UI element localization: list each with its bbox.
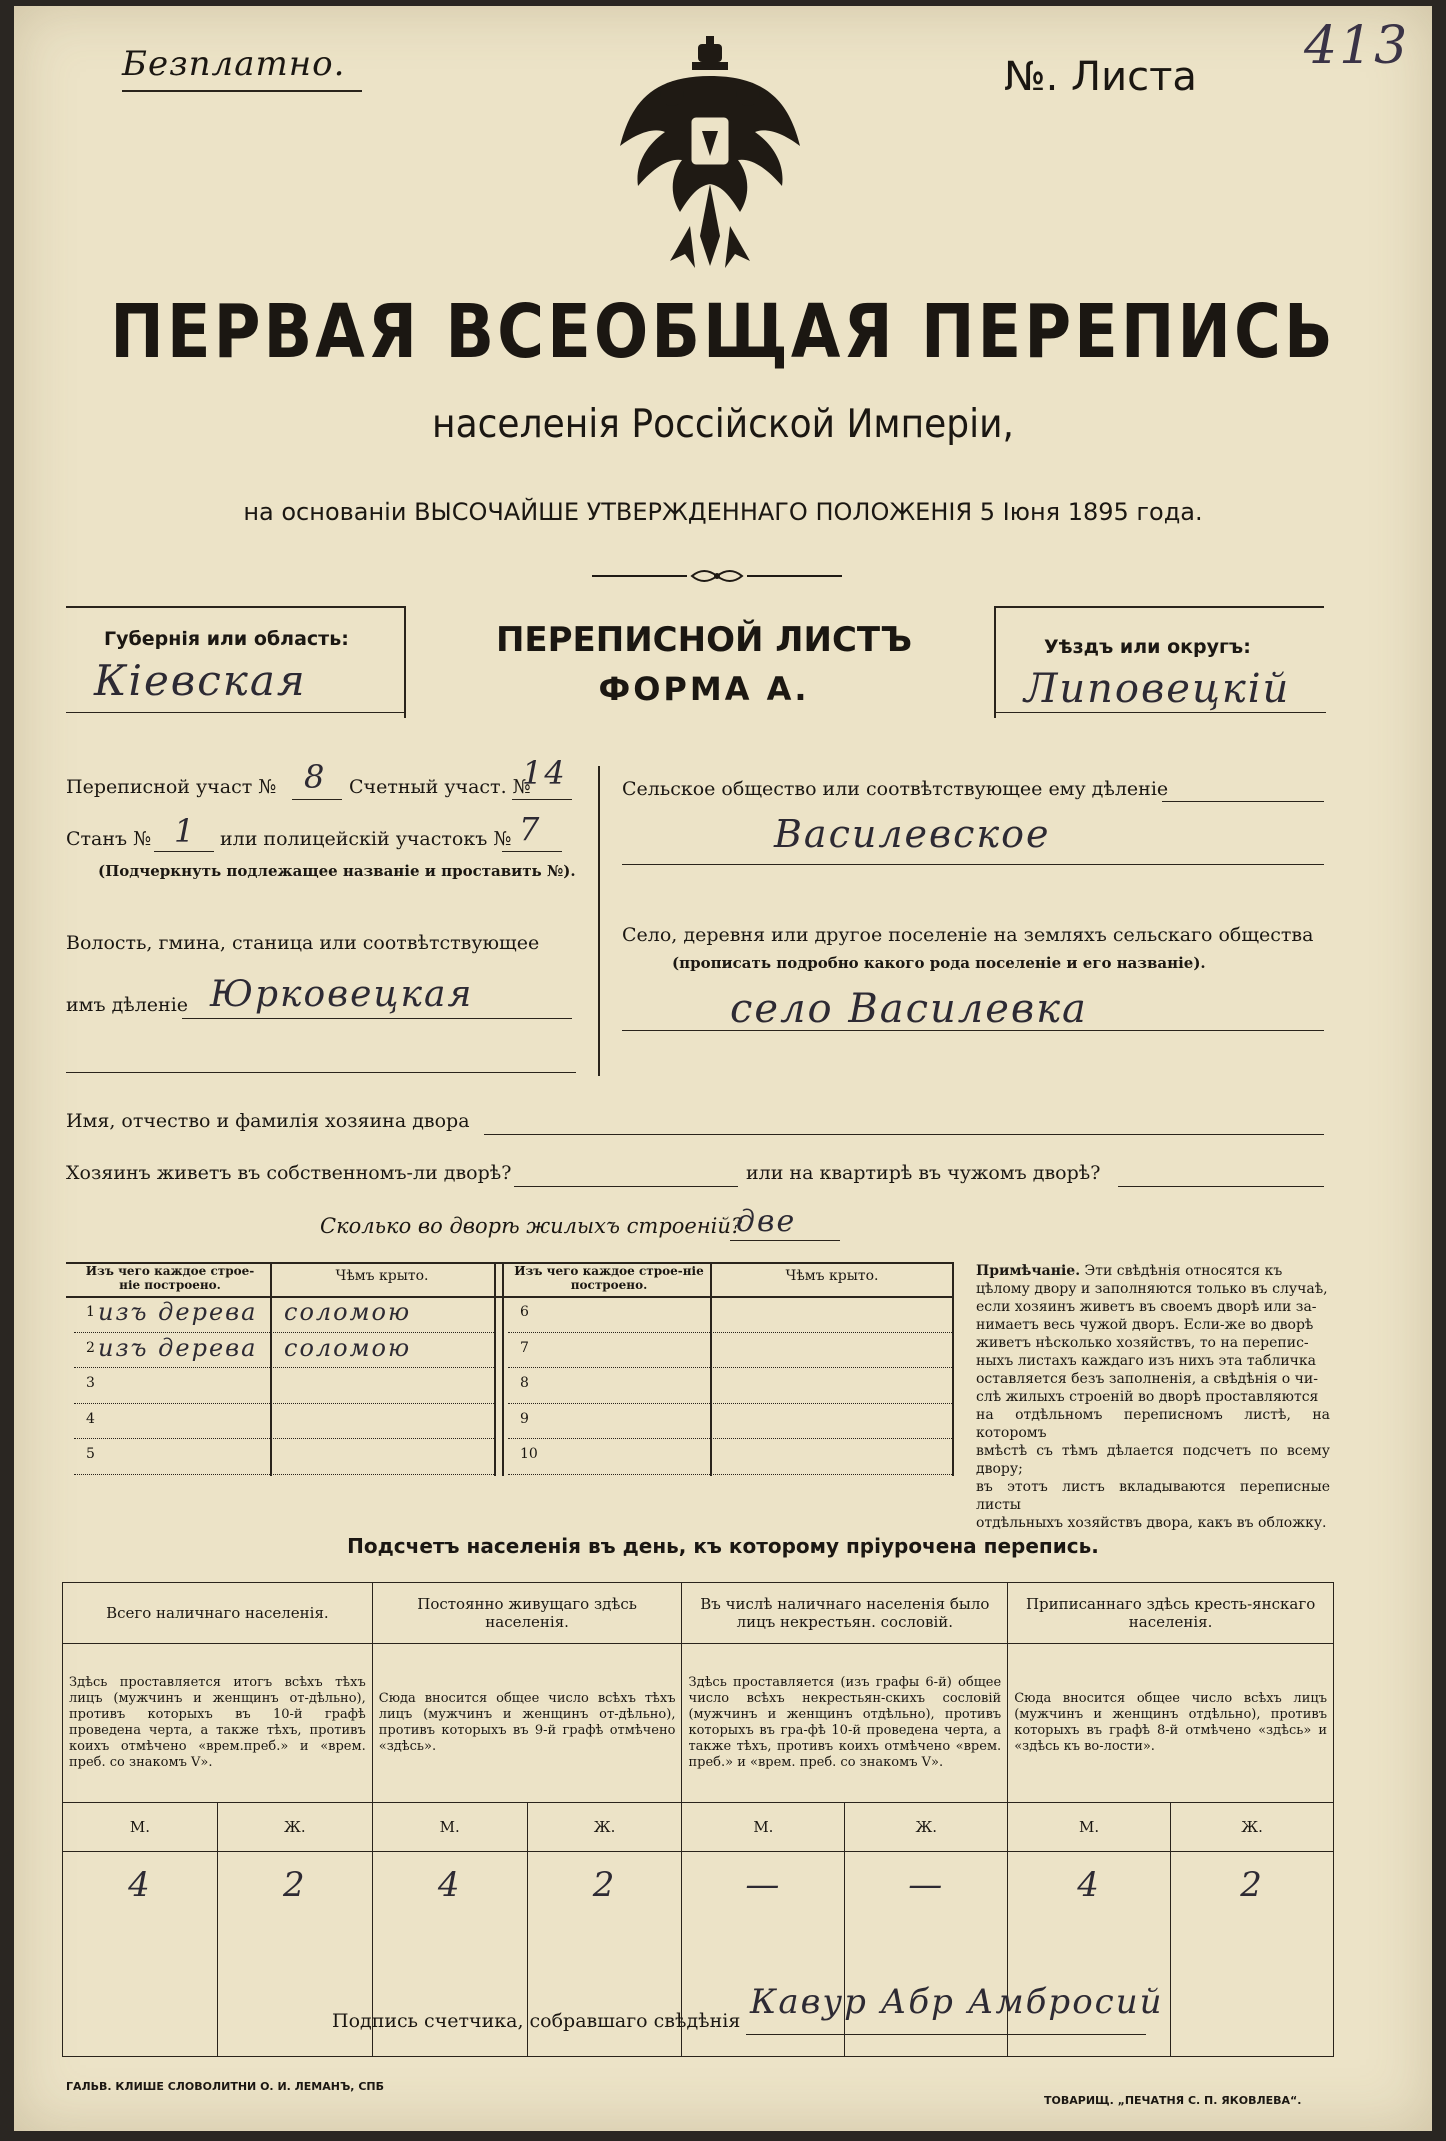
building-row-line (508, 1367, 952, 1368)
own-yard-label: Хозяинъ живетъ въ собственномъ-ли дворѣ? (66, 1162, 512, 1184)
building-row-number: 2 (86, 1339, 95, 1356)
count-value-zh-1: 2 (527, 1852, 682, 2057)
signature-value: Кавур Абр Амбросий (750, 1982, 1164, 2022)
note-text (976, 1262, 1330, 1532)
building-row-number: 3 (86, 1375, 95, 1391)
count-value-m-3: 4 (1008, 1852, 1171, 2057)
left-box-top (66, 606, 406, 608)
building-roof: соломою (284, 1298, 412, 1326)
bt-col1-left: Изъ чего каждое строе-ніе построено. (85, 1264, 255, 1292)
sheet-label: №. Листа (1004, 54, 1197, 100)
society-value: Василевское (774, 812, 1051, 856)
rent-label: или на квартирѣ въ чужомъ дворѣ? (746, 1162, 1101, 1184)
volost-label-2: имъ дѣленіе (66, 994, 189, 1016)
count-desc-3: Сюда вносится общее число всѣхъ лицъ (мужчинъ и женщинъ отдѣльно), противъ которыхъ въ графѣ 8-й отмѣчено «здѣсь» и «здѣсь къ во-лости». (1008, 1644, 1334, 1803)
count-value-m-1: 4 (372, 1852, 527, 2057)
stan-value: 1 (174, 812, 197, 850)
volost-label-1: Волость, гмина, станица или соотвѣтствующее (66, 932, 540, 954)
village-label: Село, деревня или другое поселеніе на земляхъ сельскаго общества (622, 924, 1314, 946)
free-underline (122, 90, 362, 92)
census-form-page (14, 6, 1432, 2131)
census-district-value: 8 (304, 758, 327, 796)
gubernia-value: Кіевская (94, 656, 307, 705)
right-box-side (994, 606, 996, 718)
building-material: изъ дерева (98, 1298, 258, 1326)
count-zh-2: Ж. (845, 1803, 1008, 1852)
counting-district-label: Счетный участ. № (349, 776, 531, 798)
society-line-2 (622, 864, 1324, 865)
building-row-number: 9 (520, 1410, 529, 1427)
footer-left: ГАЛЬВ. КЛИШЕ СЛОВОЛИТНИ О. И. ЛЕМАНЪ, СПБ (66, 2080, 384, 2093)
bt-v2b (502, 1262, 504, 1476)
owner-label: Имя, отчество и фамилія хозяина двора (66, 1110, 470, 1132)
building-row-line (508, 1438, 952, 1439)
count-zh-3: Ж. (1171, 1803, 1334, 1852)
list-title: ПЕРЕПИСНОЙ ЛИСТЪ (495, 620, 913, 660)
count-value-m-2: — (682, 1852, 845, 2057)
building-row-number: 8 (520, 1375, 529, 1391)
count-head-row (63, 1583, 1334, 1644)
building-row-line (74, 1438, 494, 1439)
building-row-line (74, 1367, 494, 1368)
ornament-divider-icon (592, 566, 842, 586)
note-line: нимаетъ весь чужой дворъ. Если-же во дворѣ (976, 1317, 1314, 1333)
count-m-3: М. (1008, 1803, 1171, 1852)
bt-col2-right: Чѣмъ крыто. (785, 1268, 879, 1284)
note-heading: Примѣчаніе. (976, 1263, 1081, 1279)
village-line (622, 1030, 1324, 1031)
count-desc-row (63, 1644, 1334, 1803)
building-material: изъ дерева (98, 1333, 258, 1362)
count-value-zh-0: 2 (217, 1852, 372, 2057)
note-line: вмѣстѣ съ тѣмъ дѣлается подсчетъ по всему двору; (976, 1443, 1330, 1477)
count-value-zh-2: — (845, 1852, 1008, 2057)
sheet-number: 413 (1304, 16, 1410, 76)
uezd-label: Уѣздъ или округъ: (1044, 636, 1251, 658)
count-head-2: Въ числѣ наличнаго населенія было лицъ некрестьян. сословій. (682, 1583, 1008, 1644)
uezd-underline (996, 712, 1326, 713)
bt-v4 (952, 1262, 954, 1476)
note-line: отдѣльныхъ хозяйствъ двора, какъ въ обложку. (976, 1515, 1327, 1531)
note-line: на отдѣльномъ переписномъ листѣ, на которомъ (976, 1407, 1330, 1441)
left-box-side (404, 606, 406, 718)
note-line: ныхъ листахъ каждаго изъ нихъ эта табличка (976, 1353, 1317, 1369)
gubernia-underline (66, 712, 404, 713)
police-line (502, 851, 562, 852)
counting-district-line (512, 799, 572, 800)
count-value-m-0: 4 (63, 1852, 218, 2057)
buildings-value: две (736, 1204, 797, 1239)
building-row-number: 10 (520, 1446, 538, 1462)
owner-line (484, 1134, 1324, 1135)
count-desc-0: Здѣсь проставляется итогъ всѣхъ тѣхъ лицъ (мужчинъ и женщинъ от-дѣльно), противъ которыхъ въ 10-й графѣ проведена черта, а также тѣхъ, противъ коихъ отмѣчено «врем.преб.» и «врем. преб. со знакомъ V». (63, 1644, 373, 1803)
note-line: оставляется безъ заполненія, а свѣдѣнія о чи- (976, 1371, 1318, 1387)
bt-v3 (710, 1262, 712, 1476)
building-row-line (508, 1474, 952, 1475)
building-row-line (508, 1332, 952, 1333)
count-value-zh-3: 2 (1171, 1852, 1334, 2057)
main-title: ПЕРВАЯ ВСЕОБЩАЯ ПЕРЕПИСЬ (110, 290, 1336, 376)
note-block (976, 1262, 1330, 1532)
gubernia-label: Губернія или область: (104, 628, 349, 650)
police-value: 7 (519, 810, 542, 848)
count-desc-1: Сюда вносится общее число всѣхъ тѣхъ лицъ (мужчинъ и женщинъ от-дѣльно), противъ которыхъ въ 9-й графѣ отмѣчено «здѣсь». (372, 1644, 682, 1803)
buildings-label: Сколько во дворѣ жилыхъ строеній? (320, 1214, 743, 1238)
left-block-bottom (66, 1072, 576, 1073)
building-row-number: 6 (520, 1304, 529, 1320)
building-row-line (508, 1403, 952, 1404)
bt-v1 (270, 1262, 272, 1476)
building-row-line (74, 1474, 494, 1475)
police-label: или полицейскій участокъ № (220, 828, 512, 850)
building-row-number: 7 (520, 1339, 529, 1356)
note-line: слѣ жилыхъ строеній во дворѣ проставляются (976, 1389, 1319, 1405)
counting-district-value: 14 (522, 754, 567, 792)
village-note: (прописать подробно какого рода поселеніе и его названіе). (672, 954, 1206, 972)
count-zh-1: Ж. (527, 1803, 682, 1852)
count-desc-2: Здѣсь проставляется (изъ графы 6-й) общее число всѣхъ некрестьян-скихъ сословій (мужчинъ и женщинъ отдѣльно), противъ которыхъ въ гра-фѣ 10-й проведена черта, а также тѣхъ, противъ коихъ отмѣчено «врем. преб.» и «врем. преб. со знакомъ V». (682, 1644, 1008, 1803)
building-row-number: 5 (86, 1446, 95, 1462)
building-row-number: 4 (86, 1410, 95, 1427)
bt-col2-left: Чѣмъ крыто. (335, 1268, 429, 1284)
note-line: цѣлому двору и заполняются только въ случаѣ, (976, 1281, 1328, 1297)
uezd-value: Липовецкій (1024, 666, 1291, 712)
note-line: если хозяинъ живетъ въ своемъ дворѣ или за- (976, 1299, 1317, 1315)
count-m-2: М. (682, 1803, 845, 1852)
bt-col1-right: Изъ чего каждое строе-ніе построено. (514, 1264, 704, 1292)
signature-line (746, 2034, 1146, 2035)
basis-line: на основаніи ВЫСОЧАЙШЕ УТВЕРЖДЕННАГО ПОЛОЖЕНІЯ 5 Іюня 1895 года. (243, 498, 1203, 526)
building-row-line (74, 1403, 494, 1404)
building-row-line (74, 1332, 494, 1333)
count-head-3: Приписаннаго здѣсь кресть-янскаго населенія. (1008, 1583, 1334, 1644)
count-title: Подсчетъ населенія въ день, къ которому пріурочена перепись. (347, 1534, 1099, 1558)
society-line-1 (1162, 801, 1324, 802)
rent-line (1118, 1186, 1324, 1187)
own-yard-line (514, 1186, 738, 1187)
count-head-1: Постоянно живущаго здѣсь населенія. (372, 1583, 682, 1644)
note-line: Эти свѣдѣнія относятся къ (1084, 1263, 1283, 1279)
census-district-label: Переписной участ № (66, 776, 277, 798)
volost-value: Юрковецкая (210, 974, 474, 1015)
census-district-line (292, 799, 342, 800)
stan-label: Станъ № (66, 828, 152, 850)
building-row-number: 1 (86, 1304, 95, 1320)
form-title: ФОРМА А. (598, 670, 810, 708)
subtitle: населенія Россійской Имперіи, (432, 401, 1014, 448)
building-roof: соломою (284, 1333, 412, 1362)
note-line: живетъ нѣсколько хозяйствъ, то на перепис- (976, 1335, 1309, 1351)
underline-note: (Подчеркнуть подлежащее названіе и проставить №). (98, 862, 576, 880)
volost-line (182, 1018, 572, 1019)
count-head-0: Всего наличнаго населенія. (63, 1583, 373, 1644)
count-m-0: М. (63, 1803, 218, 1852)
signature-label: Подпись счетчика, собравшаго свѣдѣнія (332, 2010, 741, 2032)
count-m-1: М. (372, 1803, 527, 1852)
free-label: Безплатно. (122, 44, 346, 84)
block-divider (598, 766, 600, 1076)
stan-line (154, 851, 214, 852)
footer-right: ТОВАРИЩ. „ПЕЧАТНЯ С. П. ЯКОВЛЕВА“. (1044, 2094, 1302, 2107)
bt-v2a (494, 1262, 496, 1476)
right-box-top (994, 606, 1324, 608)
village-value: село Василевка (730, 986, 1088, 1032)
count-zh-0: Ж. (217, 1803, 372, 1852)
society-label: Сельское общество или соотвѣтствующее ему дѣленіе (622, 778, 1169, 800)
note-line: въ этотъ листъ вкладываются переписные листы (976, 1479, 1330, 1513)
buildings-line (730, 1240, 840, 1241)
count-sex-row (63, 1803, 1334, 1852)
coat-of-arms-icon (610, 36, 810, 276)
